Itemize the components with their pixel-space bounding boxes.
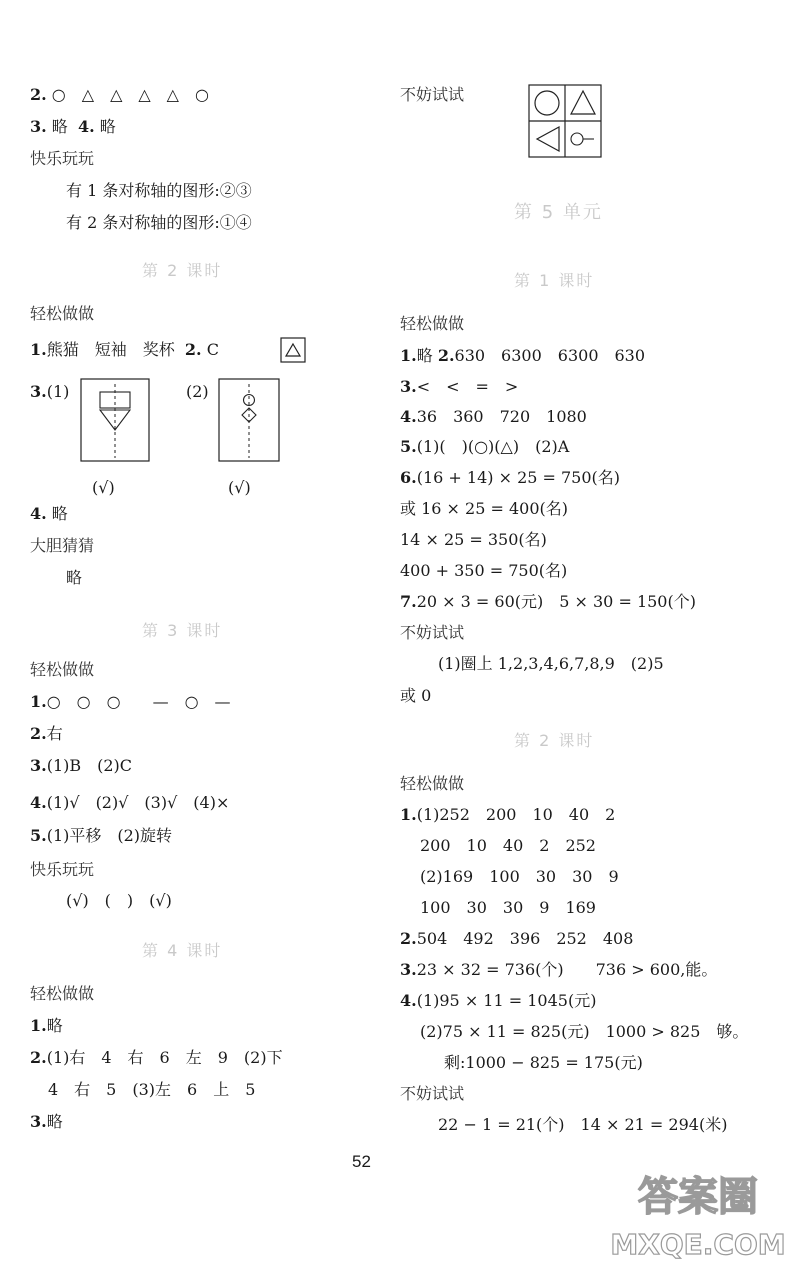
try-answer-b: 或 0 — [400, 686, 432, 705]
check-mark-2: (√) — [228, 478, 251, 497]
try-answer: 22 − 1 = 21(个) 14 × 21 = 294(米) — [438, 1115, 728, 1134]
answer-line-2: 2. ○ △ △ △ △ ○ — [30, 85, 209, 104]
section-happy-play: 快乐玩玩 — [30, 860, 95, 879]
answer-line-3-4: 3. 略 4. 略 — [30, 117, 116, 136]
answer-line-1: 1.○ ○ ○ — ○ — — [30, 692, 231, 711]
section-easy: 轻松做做 — [30, 660, 95, 679]
answer-line-1: 1.熊猫 短袖 奖杯 2. C — [30, 340, 219, 359]
answer-line-4: 4. 略 — [30, 504, 68, 523]
answer-line-1: 1.(1)252 200 10 40 2 — [400, 805, 616, 824]
section-easy: 轻松做做 — [400, 314, 465, 333]
answer-line-1-2: 1.略 2.630 6300 6300 630 — [400, 346, 646, 365]
answer-line-4: 4.(1)95 × 11 = 1045(元) — [400, 991, 597, 1010]
answer-line-1: 1.略 — [30, 1016, 63, 1035]
unit-heading: 第 5 单元 — [514, 202, 603, 223]
answer-line-5: 5.(1)平移 (2)旋转 — [30, 826, 173, 845]
answer-line-6b: 或 16 × 25 = 400(名) — [400, 499, 568, 518]
answer-line-4: 4.36 360 720 1080 — [400, 407, 587, 426]
symmetry-figure-2 — [218, 378, 280, 462]
answer-label-2: (2) — [186, 382, 209, 401]
watermark-bottom: MXQE.COM — [610, 1228, 786, 1261]
lesson-heading: 第 3 课时 — [142, 621, 223, 640]
section-try: 不妨试试 — [400, 623, 465, 642]
axis-line-1: 有 1 条对称轴的图形:②③ — [66, 181, 252, 200]
lesson-heading: 第 4 课时 — [142, 941, 223, 960]
watermark-logo — [608, 1158, 788, 1268]
section-try: 不妨试试 — [400, 1084, 465, 1103]
lesson-heading: 第 2 课时 — [514, 731, 595, 750]
axis-line-2: 有 2 条对称轴的图形:①④ — [66, 213, 252, 232]
lesson-heading: 第 2 课时 — [142, 261, 223, 280]
answer-line-2: 2.(1)右 4 右 6 左 9 (2)下 — [30, 1048, 283, 1067]
section-bold-guess: 大胆猜猜 — [30, 536, 95, 555]
answer-line-6: 6.(16 + 14) × 25 = 750(名) — [400, 468, 621, 487]
answer-line-6c: 14 × 25 = 350(名) — [400, 530, 547, 549]
answer-line-6d: 400 + 350 = 750(名) — [400, 561, 568, 580]
guess-answer: 略 — [66, 568, 83, 587]
section-easy: 轻松做做 — [30, 984, 95, 1003]
answer-line-3: 3.< < = > — [400, 377, 519, 396]
answer-line-4c: 剩:1000 − 825 = 175(元) — [444, 1053, 643, 1072]
section-happy-play: 快乐玩玩 — [30, 149, 95, 168]
answer-line-5: 5.(1)( )(○)(△) (2)A — [400, 437, 570, 456]
play-answers: (√) ( ) (√) — [66, 891, 172, 910]
answer-line-3: 3.(1)B (2)C — [30, 756, 133, 775]
section-easy: 轻松做做 — [30, 304, 95, 323]
page-number: 52 — [352, 1152, 371, 1171]
answer-line-2b: 4 右 5 (3)左 6 上 5 — [48, 1080, 256, 1099]
section-try: 不妨试试 — [400, 85, 465, 104]
answer-line-3: 3.23 × 32 = 736(个) 736 > 600,能。 — [400, 960, 718, 979]
try-answer-a: (1)圈上 1,2,3,4,6,7,8,9 (2)5 — [438, 654, 664, 673]
answer-line-1c: (2)169 100 30 30 9 — [420, 867, 619, 886]
answer-line-2: 2.504 492 396 252 408 — [400, 929, 634, 948]
section-easy: 轻松做做 — [400, 774, 465, 793]
answer-line-1d: 100 30 30 9 169 — [420, 898, 596, 917]
answer-line-2: 2.右 — [30, 724, 63, 743]
symmetry-figure-1 — [80, 378, 150, 462]
watermark-top: 答案圈 — [638, 1174, 758, 1220]
answer-line-1b: 200 10 40 2 252 — [420, 836, 596, 855]
shape-grid-figure — [528, 84, 602, 158]
answer-line-3: 3.略 — [30, 1112, 63, 1131]
answer-line-7: 7.20 × 3 = 60(元) 5 × 30 = 150(个) — [400, 592, 696, 611]
check-mark-1: (√) — [92, 478, 115, 497]
lesson-heading: 第 1 课时 — [514, 271, 595, 290]
answer-line-4: 4.(1)√ (2)√ (3)√ (4)× — [30, 793, 230, 812]
answer-line-4b: (2)75 × 11 = 825(元) 1000 > 825 够。 — [420, 1022, 749, 1041]
triangle-box-icon — [280, 337, 306, 363]
answer-line-3: 3.(1) — [30, 382, 70, 401]
